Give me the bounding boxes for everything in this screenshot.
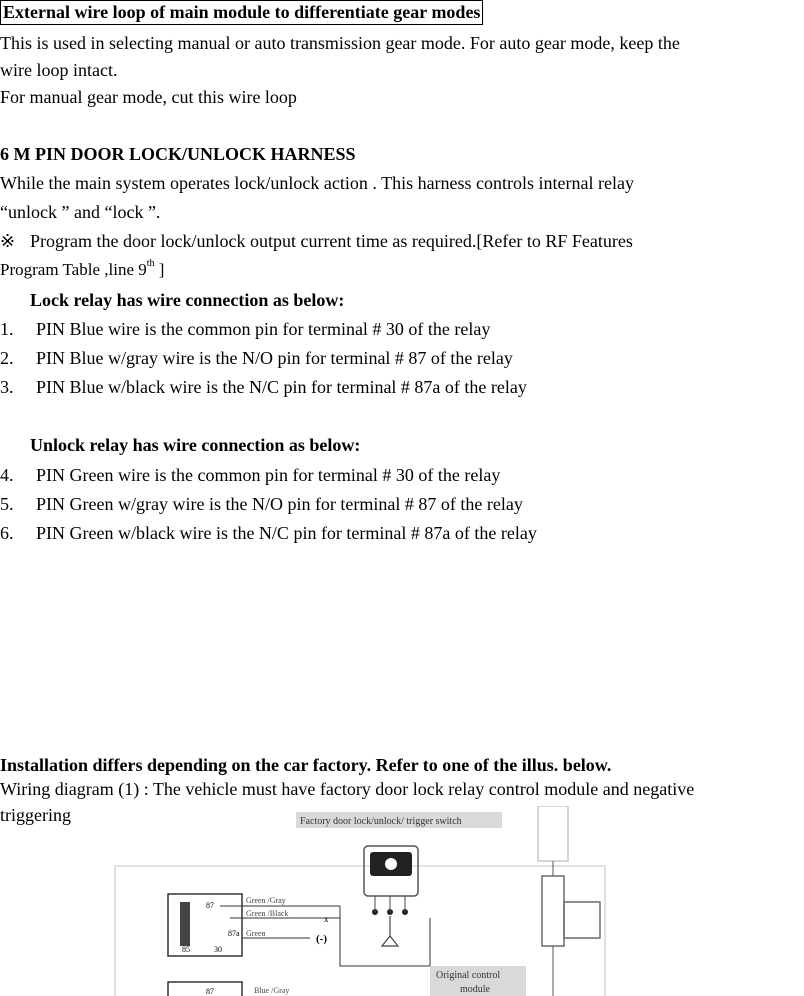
note-text-2: Program Table ,line 9 <box>0 260 147 279</box>
note-sup: th <box>146 258 155 269</box>
switch-hole <box>385 858 397 870</box>
section2-line1: While the main system operates lock/unlock action . This harness controls internal relay <box>0 173 634 193</box>
connector-side <box>564 902 600 938</box>
module-label-1: Original control <box>436 970 501 981</box>
unlock-heading: Unlock relay has wire connection as below: <box>30 435 361 455</box>
note-text-1: Program the door lock/unlock output current time as required.[Refer to RF Features <box>30 231 633 251</box>
lock-item <box>0 349 513 367</box>
list-num: 2. <box>0 348 14 368</box>
section2-heading: 6 M PIN DOOR LOCK/UNLOCK HARNESS <box>0 144 356 164</box>
module-label-2: module <box>460 984 490 995</box>
list-text: PIN Blue w/black wire is the N/C pin for terminal # 87a of the relay <box>36 377 527 397</box>
list-text: PIN Green w/black wire is the N/C pin for terminal # 87a of the relay <box>36 523 537 543</box>
unlock-relay-box <box>168 982 242 996</box>
list-num: 1. <box>0 319 14 339</box>
note-mark: ※ <box>0 231 16 251</box>
lock-item <box>0 378 527 396</box>
list-num: 3. <box>0 377 14 397</box>
list-num: 6. <box>0 523 14 543</box>
section3-heading: Installation differs depending on the car factory. Refer to one of the illus. below. <box>0 755 612 775</box>
section2-line2: “unlock ” and “lock ”. <box>0 202 161 222</box>
pin-30: 30 <box>214 945 222 954</box>
section3-line2: triggering <box>0 805 71 825</box>
unlock-heading-line <box>0 436 360 454</box>
wiring-diagram <box>110 806 610 996</box>
relay-coil <box>180 902 190 946</box>
section1-heading <box>0 3 483 21</box>
connector-top <box>538 806 568 861</box>
list-text: PIN Green wire is the common pin for terminal # 30 of the relay <box>36 465 501 485</box>
list-text: PIN Blue w/gray wire is the N/O pin for terminal # 87 of the relay <box>36 348 513 368</box>
unlock-item <box>0 495 523 513</box>
note-line1 <box>0 232 633 250</box>
pin-87: 87 <box>206 901 214 910</box>
negative-label: (-) <box>316 933 327 945</box>
note-line2 <box>0 258 165 279</box>
label-green-black: Green /Black <box>246 909 289 918</box>
pin-85: 85 <box>182 945 190 954</box>
lock-item <box>0 320 490 338</box>
list-num: 4. <box>0 465 14 485</box>
lock-heading-line <box>0 291 344 309</box>
pin-87a: 87a <box>228 929 240 938</box>
unlock-item <box>0 524 537 542</box>
label-green: Green <box>246 929 266 938</box>
section1-line2: wire loop intact. <box>0 60 118 80</box>
list-text: PIN Green w/gray wire is the N/O pin for terminal # 87 of the relay <box>36 494 523 514</box>
unlock-item <box>0 466 500 484</box>
lock-relay-box <box>168 894 242 956</box>
wire-to-module <box>340 906 430 966</box>
label-green-gray: Green /Gray <box>246 896 286 905</box>
section1-line3: For manual gear mode, cut this wire loop <box>0 87 297 107</box>
section1-line1: This is used in selecting manual or auto transmission gear mode. For auto gear mode, keep the <box>0 33 680 53</box>
section3-line1: Wiring diagram (1) : The vehicle must have factory door lock relay control module and negative <box>0 779 695 799</box>
switch-label: Factory door lock/unlock/ trigger switch <box>300 816 462 827</box>
pin-87-b: 87 <box>206 987 214 996</box>
list-text: PIN Blue wire is the common pin for terminal # 30 of the relay <box>36 319 491 339</box>
section1-heading-text: External wire loop of main module to differentiate gear modes <box>0 0 483 25</box>
label-blue-gray: Blue /Gray <box>254 986 290 995</box>
lock-heading: Lock relay has wire connection as below: <box>30 290 345 310</box>
list-num: 5. <box>0 494 14 514</box>
note-end: ] <box>154 260 165 279</box>
x-mark: x <box>324 914 329 924</box>
